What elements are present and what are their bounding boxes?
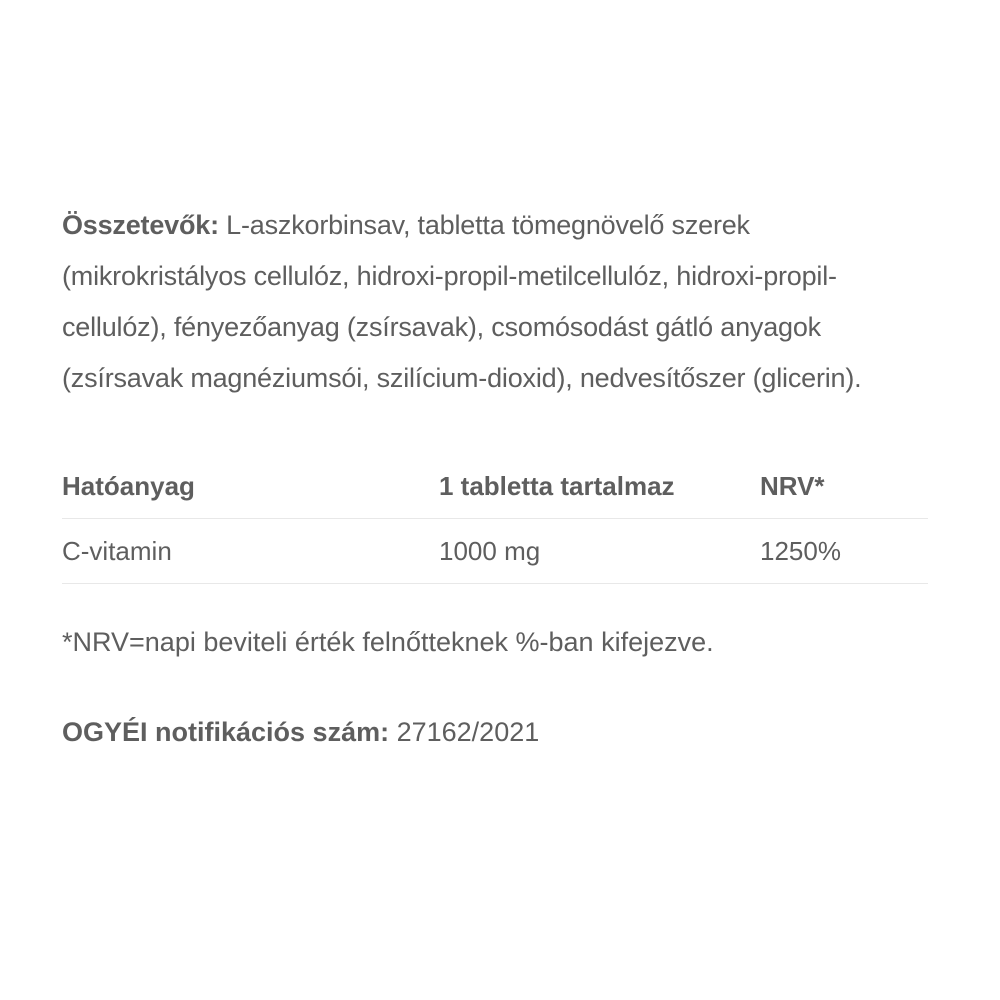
notification-label: OGYÉI notifikációs szám:	[62, 717, 390, 747]
ingredients-text: L-aszkorbinsav, tabletta tömegnövelő szerek (mikrokristályos cellulóz, hidroxi-propil-metilcellulóz, hidroxi-propil-cellulóz), fényezőanyag (zsírsavak), csomósodást gátló anyagok (zsírsavak magnéziumsói, szilícium-dioxid), nedvesítőszer (glicerin).	[62, 210, 862, 393]
cell-ingredient-name: C-vitamin	[62, 535, 172, 566]
notification-value: 27162/2021	[389, 717, 540, 747]
table-row	[62, 519, 928, 584]
table-header-row	[62, 454, 928, 519]
product-info	[62, 200, 932, 754]
header-active-ingredient: Hatóanyag	[62, 470, 195, 501]
notification-number	[62, 710, 932, 754]
cell-nrv: 1250%	[760, 535, 841, 566]
ingredients-label: Összetevők:	[62, 210, 219, 240]
header-per-tablet: 1 tabletta tartalmaz	[439, 470, 675, 501]
nutrition-table	[62, 454, 928, 584]
nrv-footnote: *NRV=napi beviteli érték felnőtteknek %-ban kifejezve.	[62, 627, 714, 657]
header-nrv: NRV*	[760, 470, 825, 501]
ingredients-paragraph	[62, 200, 932, 404]
cell-amount: 1000 mg	[439, 535, 541, 566]
